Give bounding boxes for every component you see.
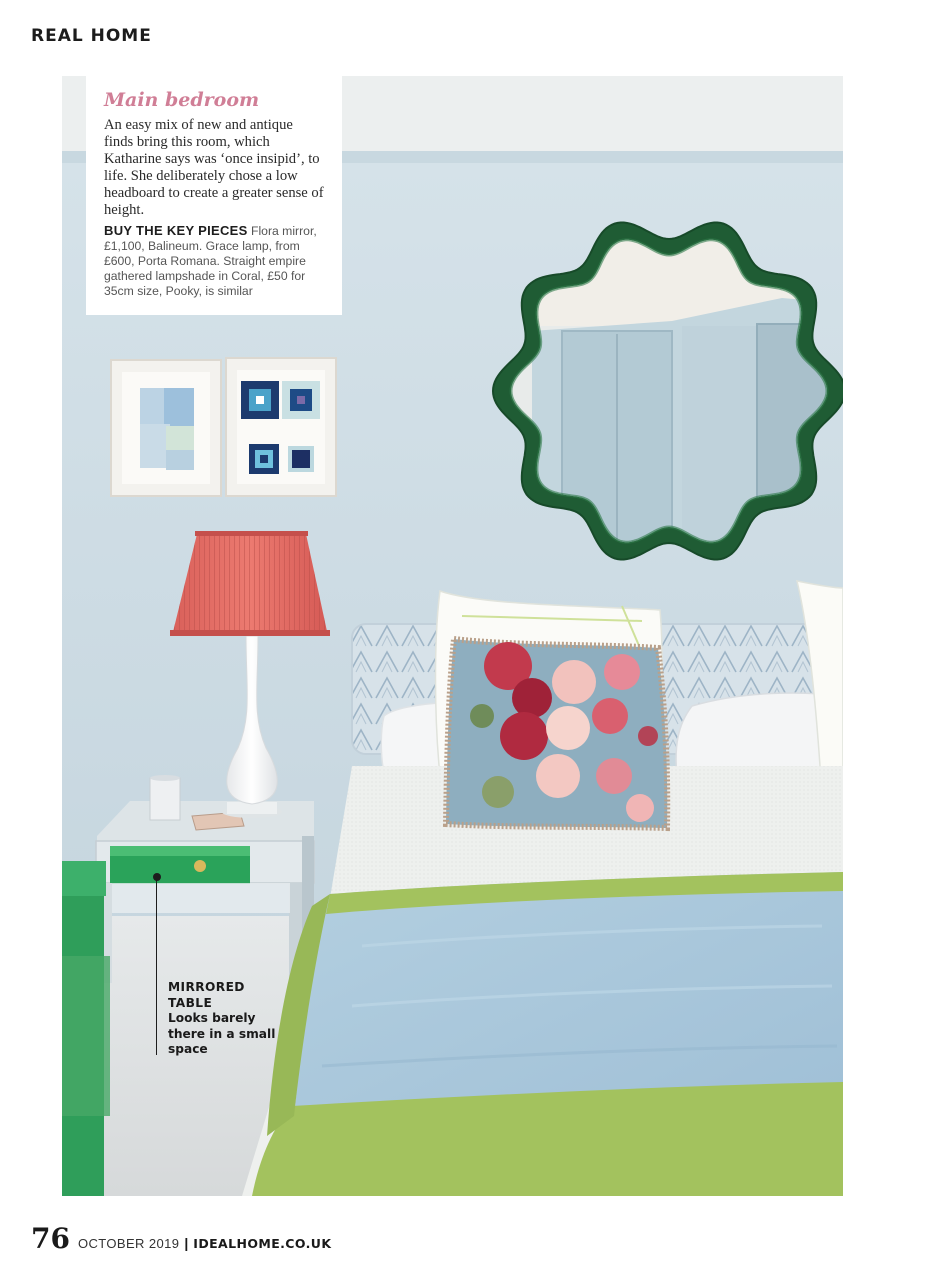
- caption-body: An easy mix of new and antique finds bring this room, which Katharine says was ‘once insipid’, to life. She deliberately chose a low headboard to create a greater sense of height.: [104, 117, 324, 218]
- issue-date: OCTOBER 2019: [77, 1236, 180, 1251]
- bed-throw: [252, 872, 843, 1196]
- section-label: REAL HOME: [31, 26, 152, 46]
- footer-separator: |: [184, 1235, 189, 1251]
- callout-line: [156, 877, 157, 1055]
- buy-key-pieces-heading: BUY THE KEY PIECES: [104, 223, 248, 238]
- mirrored-table-callout: [168, 980, 278, 1058]
- floral-cushion: [446, 639, 667, 828]
- buy-key-pieces-text: Flora mirror, £1,100, Balineum. Grace lamp, from £600, Porta Romana. Straight empire gathered lampshade in Coral, £50 for 35cm size, Pooky, is similar: [104, 224, 317, 298]
- callout-title-line2: TABLE: [168, 995, 213, 1010]
- callout-title-line1: MIRRORED: [168, 980, 245, 994]
- page-number: 76: [31, 1222, 70, 1255]
- page-footer: [31, 1222, 331, 1255]
- green-chair: [62, 861, 110, 1196]
- caption-box: [86, 76, 342, 315]
- artwork-left: [111, 360, 221, 496]
- artwork-right: [226, 358, 336, 496]
- website-link[interactable]: IDEALHOME.CO.UK: [193, 1236, 332, 1251]
- callout-body: Looks barely there in a small space: [168, 1011, 276, 1056]
- caption-title: Main bedroom: [104, 89, 260, 111]
- buy-key-pieces: [104, 223, 324, 299]
